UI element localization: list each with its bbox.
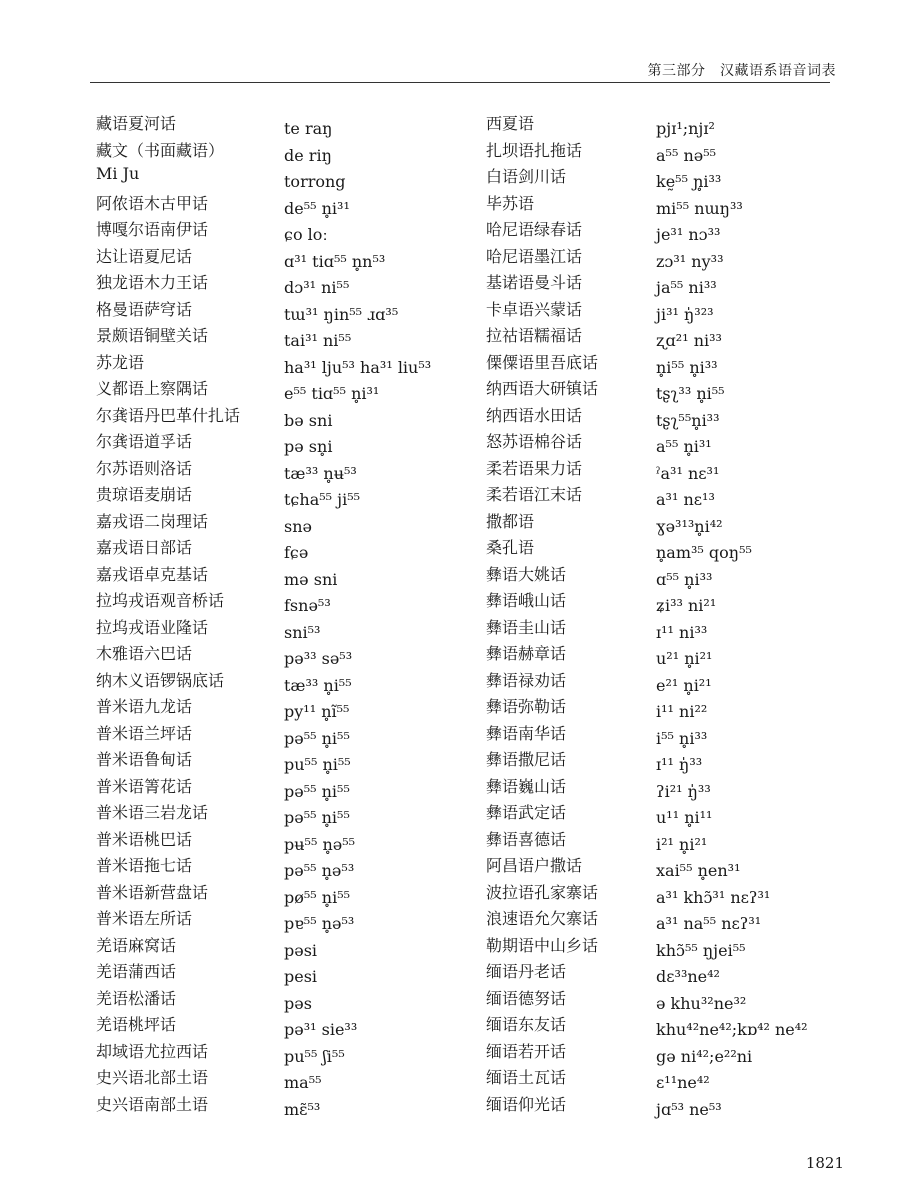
- language-name: 尔龚语道孚话: [96, 432, 193, 451]
- word-entry-row: [96, 984, 486, 1011]
- word-entry-row: [96, 401, 486, 428]
- word-entry-row: [96, 586, 486, 613]
- language-name: 怒苏语棉谷话: [486, 432, 583, 451]
- phonetic-form: n̥i⁵⁵ n̥i³³: [656, 357, 718, 377]
- word-entry-row: [486, 666, 876, 693]
- phonetic-form: u²¹ n̥i²¹: [656, 649, 713, 668]
- word-entry-row: [486, 878, 876, 905]
- word-entry-row: [486, 295, 876, 322]
- language-name: 普米语桃巴话: [96, 829, 193, 849]
- word-entry-row: [486, 454, 876, 481]
- phonetic-form: dɛ³³ne⁴²: [656, 967, 720, 986]
- language-name: 纳西语水田话: [486, 405, 583, 425]
- right-column: [486, 109, 876, 1119]
- language-name: 羌语麻窝话: [96, 935, 177, 955]
- phonetic-form: xai⁵⁵ n̥en³¹: [656, 861, 741, 880]
- word-entry-row: [96, 666, 486, 693]
- language-name: 普米语新营盘话: [96, 882, 209, 902]
- word-entry-row: [486, 586, 876, 613]
- phonetic-form: tʂʅ³³ n̥i⁵⁵: [656, 384, 725, 403]
- phonetic-form: pə⁵⁵ n̥i⁵⁵: [284, 781, 350, 801]
- language-name: 傈僳语里吾底话: [486, 352, 599, 372]
- word-entry-row: [486, 480, 876, 507]
- phonetic-form: de⁵⁵ n̥i³¹: [284, 198, 350, 218]
- language-name: 彝语圭山话: [486, 617, 567, 637]
- word-entry-row: [96, 878, 486, 905]
- word-entry-row: [96, 162, 486, 189]
- word-entry-row: [96, 189, 486, 216]
- word-entry-row: [96, 136, 486, 163]
- language-name: 勒期语中山乡话: [486, 935, 599, 955]
- word-entry-row: [96, 533, 486, 560]
- language-name: 苏龙语: [96, 352, 145, 372]
- phonetic-form: sni⁵³: [284, 622, 321, 642]
- word-entry-row: [96, 719, 486, 746]
- language-name: 扎坝语扎拖话: [486, 140, 583, 160]
- language-name: 尔龚语丹巴革什扎话: [96, 405, 241, 425]
- language-name: 嘉戎语卓克基话: [96, 564, 209, 584]
- language-name: 却域语尤拉西话: [96, 1041, 209, 1061]
- language-name: 哈尼语墨江话: [486, 246, 583, 266]
- language-name: 缅语仰光话: [486, 1094, 567, 1114]
- phonetic-form: tʂʅ⁵⁵n̥i³³: [656, 410, 720, 430]
- word-entry-row: [96, 480, 486, 507]
- phonetic-form: i¹¹ ni²²: [656, 702, 708, 721]
- word-entry-row: [486, 984, 876, 1011]
- language-name: 嘉戎语二岗理话: [96, 511, 209, 531]
- language-name: 阿昌语户撒话: [486, 856, 583, 875]
- language-name: 彝语喜德话: [486, 829, 567, 849]
- phonetic-form: ˀa³¹ nɛ³¹: [656, 463, 720, 483]
- language-name: 普米语拖七话: [96, 856, 193, 875]
- word-entry-row: [486, 639, 876, 666]
- language-name: 义都语上察隅话: [96, 379, 209, 398]
- phonetic-form: ɑ³¹ tiɑ⁵⁵ n̥n⁵³: [284, 251, 386, 271]
- word-entry-row: [96, 560, 486, 587]
- phonetic-form: pəsi: [284, 940, 318, 960]
- word-entry-row: [486, 321, 876, 348]
- phonetic-form: ɪ¹¹ ŋ̍³³: [656, 755, 703, 774]
- word-entry-row: [486, 162, 876, 189]
- language-name: 藏语夏河话: [96, 114, 177, 133]
- phonetic-form: pə³³ sə⁵³: [284, 649, 353, 668]
- word-entry-row: [486, 560, 876, 587]
- phonetic-form: gə ni⁴²;e²²ni: [656, 1046, 753, 1066]
- phonetic-form: a³¹ nɛ¹³: [656, 490, 715, 509]
- language-name: 彝语弥勒话: [486, 697, 567, 716]
- left-column: [96, 109, 486, 1119]
- phonetic-form: u¹¹ n̥i¹¹: [656, 808, 713, 827]
- language-name: 西夏语: [486, 114, 535, 133]
- word-entry-row: [486, 745, 876, 772]
- language-name: 彝语南华话: [486, 723, 567, 743]
- phonetic-form: ji³¹ ŋ̍³²³: [656, 304, 714, 324]
- language-name: 拉坞戎语业隆话: [96, 617, 209, 637]
- word-entry-row: [96, 242, 486, 269]
- language-name: 藏文（书面藏语）: [96, 140, 225, 160]
- phonetic-form: ʔi²¹ ŋ̍³³: [656, 781, 711, 801]
- language-name: 普米语鲁甸话: [96, 750, 193, 769]
- language-name: 缅语东友话: [486, 1015, 567, 1034]
- phonetic-form: pə sn̥i: [284, 437, 333, 456]
- language-name: 拉祜语糯福话: [486, 326, 583, 345]
- phonetic-form: jɑ⁵³ ne⁵³: [656, 1099, 722, 1119]
- word-entry-row: [96, 825, 486, 852]
- language-name: 景颇语铜壁关话: [96, 326, 209, 345]
- phonetic-form: mɛ̃⁵³: [284, 1099, 321, 1119]
- language-name: 白语剑川话: [486, 167, 567, 186]
- phonetic-form: ʑi³³ ni²¹: [656, 596, 717, 615]
- word-entry-row: [96, 772, 486, 799]
- word-entry-row: [486, 401, 876, 428]
- language-name: 缅语丹老话: [486, 962, 567, 981]
- page-number: 1821: [805, 1154, 844, 1172]
- word-entry-row: [96, 851, 486, 878]
- word-entry-row: [96, 745, 486, 772]
- language-name: 哈尼语绿春话: [486, 220, 583, 239]
- word-entry-row: [96, 295, 486, 322]
- word-entry-row: [486, 692, 876, 719]
- language-name: 纳木义语锣锅底话: [96, 670, 225, 690]
- word-entry-row: [96, 613, 486, 640]
- phonetic-form: a⁵⁵ nə⁵⁵: [656, 145, 717, 165]
- phonetic-form: tɕha⁵⁵ ji⁵⁵: [284, 490, 361, 509]
- phonetic-form: khu⁴²ne⁴²;kɒ⁴² ne⁴²: [656, 1020, 808, 1039]
- language-name: 柔若语江末话: [486, 485, 583, 504]
- language-name: 彝语武定话: [486, 803, 567, 822]
- phonetic-form: pə⁵⁵ n̥i⁵⁵: [284, 728, 350, 748]
- phonetic-form: a⁵⁵ n̥i³¹: [656, 437, 712, 456]
- language-name: 彝语巍山话: [486, 776, 567, 796]
- word-entry-row: [486, 374, 876, 401]
- language-name: 格曼语萨穹话: [96, 299, 193, 319]
- word-entry-row: [486, 109, 876, 136]
- word-entry-row: [486, 1037, 876, 1064]
- phonetic-form: pesi: [284, 967, 318, 986]
- word-entry-row: [486, 242, 876, 269]
- word-entry-row: [486, 268, 876, 295]
- phonetic-form: pə³¹ sie³³: [284, 1020, 358, 1039]
- phonetic-form: tɯ³¹ ŋin⁵⁵ ɹɑ³⁵: [284, 304, 399, 324]
- language-name: 缅语土瓦话: [486, 1068, 567, 1087]
- word-entry-row: [96, 639, 486, 666]
- phonetic-form: mə sni: [284, 569, 338, 589]
- phonetic-form: pəs: [284, 993, 312, 1013]
- language-name: 普米语箐花话: [96, 776, 193, 796]
- word-entry-row: [96, 109, 486, 136]
- word-entry-row: [486, 851, 876, 878]
- language-name: 羌语蒲西话: [96, 962, 177, 981]
- word-entry-row: [96, 348, 486, 375]
- word-entry-row: [486, 1063, 876, 1090]
- phonetic-form: bə sni: [284, 410, 333, 430]
- word-entry-row: [96, 507, 486, 534]
- language-name: 毕苏语: [486, 193, 535, 213]
- phonetic-form: de riŋ: [284, 145, 332, 165]
- phonetic-form: pə⁵⁵ n̥i⁵⁵: [284, 808, 350, 827]
- word-entry-row: [96, 904, 486, 931]
- phonetic-form: pʉ⁵⁵ n̥ə⁵⁵: [284, 834, 356, 854]
- phonetic-form: snə: [284, 516, 312, 536]
- language-name: 彝语大姚话: [486, 564, 567, 584]
- language-name: Mi Ju: [96, 164, 140, 183]
- word-entry-row: [486, 1010, 876, 1037]
- phonetic-form: ɑ⁵⁵ n̥i³³: [656, 569, 713, 589]
- phonetic-form: a³¹ na⁵⁵ nɛʔ³¹: [656, 914, 762, 933]
- phonetic-form: ɪ¹¹ ni³³: [656, 622, 708, 642]
- word-entry-row: [486, 533, 876, 560]
- phonetic-form: fsnə⁵³: [284, 596, 331, 615]
- phonetic-form: pu⁵⁵ n̥i⁵⁵: [284, 755, 351, 774]
- word-entry-row: [96, 268, 486, 295]
- phonetic-form: fɕə: [284, 543, 309, 562]
- language-name: 彝语峨山话: [486, 591, 567, 610]
- phonetic-form: tæ³³ n̥i⁵⁵: [284, 675, 352, 695]
- language-name: 史兴语北部土语: [96, 1068, 209, 1087]
- language-name: 嘉戎语日部话: [96, 538, 193, 557]
- phonetic-form: torrong: [284, 172, 346, 191]
- language-name: 撒都语: [486, 511, 535, 531]
- phonetic-form: ma⁵⁵: [284, 1073, 322, 1092]
- language-name: 普米语左所话: [96, 909, 193, 928]
- phonetic-form: i⁵⁵ n̥i³³: [656, 728, 708, 748]
- word-entry-row: [96, 454, 486, 481]
- phonetic-form: ɛ¹¹ne⁴²: [656, 1073, 710, 1092]
- word-entry-row: [486, 348, 876, 375]
- language-name: 羌语桃坪话: [96, 1015, 177, 1034]
- phonetic-form: ɕo loː: [284, 225, 328, 244]
- language-name: 尔苏语则洛话: [96, 458, 193, 478]
- phonetic-form: pu⁵⁵ ʃi⁵⁵: [284, 1046, 345, 1066]
- word-entry-row: [486, 507, 876, 534]
- phonetic-form: ə khu³²ne³²: [656, 993, 747, 1013]
- phonetic-form: tai³¹ ni⁵⁵: [284, 331, 352, 350]
- word-entry-row: [96, 1063, 486, 1090]
- word-entry-row: [486, 719, 876, 746]
- language-name: 木雅语六巴话: [96, 644, 193, 663]
- phonetic-form: pø⁵⁵ n̥i⁵⁵: [284, 887, 351, 907]
- language-name: 史兴语南部土语: [96, 1094, 209, 1114]
- phonetic-form: pə⁵⁵ n̥ə⁵³: [284, 861, 355, 880]
- word-entry-row: [96, 957, 486, 984]
- language-name: 羌语松潘话: [96, 988, 177, 1008]
- language-name: 浪速语允欠寨话: [486, 909, 599, 928]
- language-name: 柔若语果力话: [486, 458, 583, 478]
- word-entry-row: [486, 215, 876, 242]
- word-entry-row: [96, 321, 486, 348]
- language-name: 纳西语大研镇话: [486, 379, 599, 398]
- word-entry-row: [486, 136, 876, 163]
- phonetic-form: ʐɑ²¹ ni³³: [656, 331, 722, 350]
- language-name: 基诺语曼斗话: [486, 273, 583, 292]
- language-name: 普米语九龙话: [96, 697, 193, 716]
- word-entry-row: [486, 904, 876, 931]
- phonetic-form: i²¹ n̥i²¹: [656, 834, 708, 854]
- language-name: 普米语三岩龙话: [96, 803, 209, 822]
- phonetic-form: py¹¹ n̥ĩ⁵⁵: [284, 702, 350, 721]
- phonetic-form: e²¹ n̥i²¹: [656, 675, 712, 695]
- language-name: 桑孔语: [486, 538, 535, 557]
- phonetic-form: ha³¹ lju⁵³ ha³¹ liu⁵³: [284, 357, 432, 377]
- phonetic-form: pjɪ¹;njɪ²: [656, 119, 715, 138]
- phonetic-form: dɔ³¹ ni⁵⁵: [284, 278, 350, 297]
- language-name: 贵琼语麦崩话: [96, 485, 193, 504]
- word-entry-row: [486, 1090, 876, 1117]
- word-entry-row: [486, 613, 876, 640]
- phonetic-form: e⁵⁵ tiɑ⁵⁵ n̥i³¹: [284, 384, 380, 403]
- language-name: 普米语兰坪话: [96, 723, 193, 743]
- word-entry-row: [96, 692, 486, 719]
- word-entry-row: [486, 427, 876, 454]
- language-name: 彝语撒尼话: [486, 750, 567, 769]
- word-entry-row: [96, 1010, 486, 1037]
- phonetic-form: a³¹ khɔ̃³¹ nɛʔ³¹: [656, 887, 771, 907]
- word-entry-row: [486, 825, 876, 852]
- phonetic-form: tæ³³ n̥ʉ⁵³: [284, 463, 357, 483]
- phonetic-form: te raŋ: [284, 119, 333, 138]
- phonetic-form: zɔ³¹ ny³³: [656, 251, 724, 271]
- phonetic-form: ja⁵⁵ ni³³: [656, 278, 717, 297]
- word-entry-row: [96, 1037, 486, 1064]
- word-entry-row: [96, 427, 486, 454]
- word-entry-row: [486, 798, 876, 825]
- phonetic-form: n̥am³⁵ qoŋ⁵⁵: [656, 543, 752, 562]
- word-entry-row: [96, 215, 486, 242]
- language-name: 缅语若开话: [486, 1041, 567, 1061]
- word-entry-row: [96, 798, 486, 825]
- running-header: 第三部分 汉藏语系语音词表: [647, 63, 836, 79]
- word-entry-row: [486, 772, 876, 799]
- word-entry-row: [486, 189, 876, 216]
- phonetic-form: je³¹ nɔ³³: [656, 225, 721, 244]
- word-entry-row: [96, 1090, 486, 1117]
- language-name: 卡卓语兴蒙话: [486, 299, 583, 319]
- word-entry-row: [96, 931, 486, 958]
- language-name: 阿侬语木古甲话: [96, 193, 209, 213]
- phonetic-form: kḛ⁵⁵ ɲ̥i³³: [656, 172, 722, 191]
- word-entry-row: [96, 374, 486, 401]
- language-name: 拉坞戎语观音桥话: [96, 591, 225, 610]
- language-name: 博嘎尔语南伊话: [96, 220, 209, 239]
- language-name: 缅语德努话: [486, 988, 567, 1008]
- phonetic-form: pɐ⁵⁵ n̥ə⁵³: [284, 914, 355, 933]
- phonetic-form: mi⁵⁵ nɯŋ³³: [656, 198, 743, 218]
- language-name: 波拉语孔家寨话: [486, 882, 599, 902]
- language-name: 达让语夏尼话: [96, 246, 193, 266]
- language-name: 彝语赫章话: [486, 644, 567, 663]
- word-entry-row: [486, 957, 876, 984]
- header-rule: [90, 82, 830, 83]
- language-name: 彝语禄劝话: [486, 670, 567, 690]
- language-name: 独龙语木力王话: [96, 273, 209, 292]
- word-entry-row: [486, 931, 876, 958]
- phonetic-form: khɔ̃⁵⁵ ŋjei⁵⁵: [656, 940, 746, 960]
- phonetic-form: ɣə³¹³n̥i⁴²: [656, 516, 723, 536]
